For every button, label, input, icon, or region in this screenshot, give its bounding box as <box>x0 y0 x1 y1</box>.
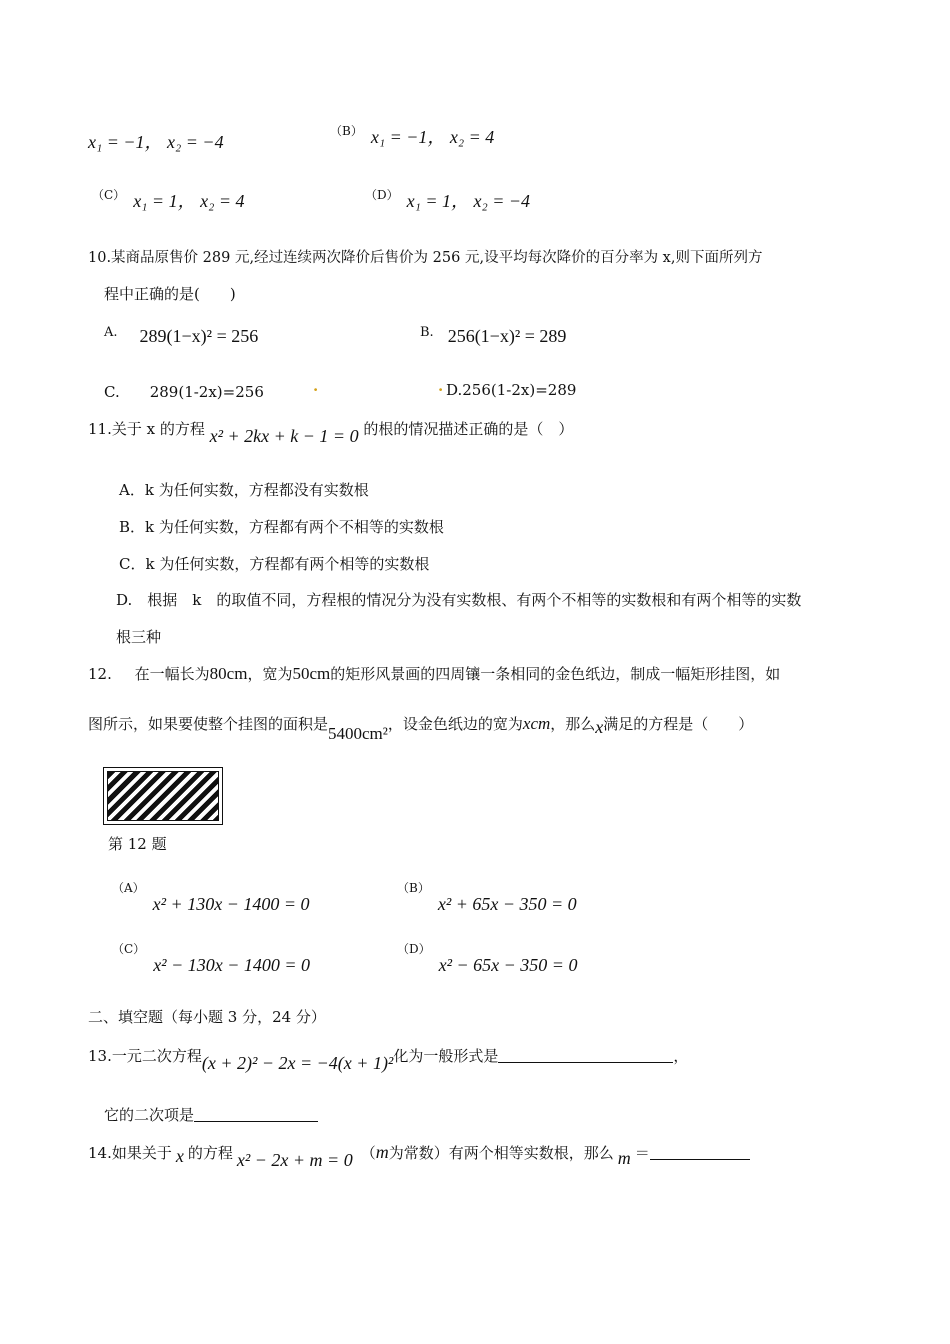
answer-blank[interactable] <box>498 1048 673 1063</box>
stray-dot: . <box>313 377 319 395</box>
q12-stem-line2 <box>88 713 754 743</box>
stem-text: 13.一元二次方程 <box>88 1047 202 1065</box>
q12-option-b <box>397 881 577 914</box>
stem-text: 为常数）有两个相等实数根，那么 <box>388 1144 614 1162</box>
stem-text: 在一幅长为 <box>134 665 210 683</box>
q12-option-d <box>397 942 578 975</box>
area-value: 5400cm² <box>328 724 388 743</box>
stem-text: 化为一般形式是 <box>393 1047 499 1065</box>
q10-option-d: D.256(1-2x)=289 <box>446 381 577 399</box>
width-variable: xcm <box>522 714 551 733</box>
answer-blank[interactable] <box>650 1145 750 1160</box>
figure-caption: 第 12 题 <box>108 835 167 853</box>
q9-option-c <box>92 187 244 213</box>
stem-text: （ <box>360 1144 376 1162</box>
stem-text: 的方程 <box>187 1144 233 1162</box>
q10-option-c: C. 289(1-2x)=256 <box>104 383 264 401</box>
q10-option-b <box>420 326 566 347</box>
width-value: 50cm <box>292 664 331 683</box>
equation: (x + 2)² − 2x = −4(x + 1)² <box>201 1053 394 1073</box>
stem-text: 11.关于 x 的方程 <box>88 420 205 438</box>
q10-stem-line1: 10.某商品原售价 289 元,经过连续两次降价后售价为 256 元,设平均每次降价的百分率为 x,则下面所列方 <box>88 250 763 266</box>
length-value: 80cm <box>209 664 248 683</box>
option-label: A. <box>104 325 118 340</box>
option-label: （B） <box>330 124 363 138</box>
stem-text: 图所示，如果要使整个挂图的面积是 <box>88 715 329 733</box>
equation: x² + 2kx + k − 1 = 0 <box>209 426 359 446</box>
option-text: x² + 130x − 1400 = 0 <box>152 894 310 914</box>
q13-stem <box>88 1045 689 1073</box>
q9-option-a: x₁ = −1， x₂ = −4 <box>88 132 224 152</box>
q12-option-c <box>112 942 311 975</box>
equation: x² − 2x + m = 0 <box>236 1150 353 1170</box>
option-label: （A） <box>112 881 145 895</box>
option-text: x₁ = 1， x₂ = 4 <box>133 191 245 211</box>
option-text: x₁ = −1， x₂ = 4 <box>370 127 495 147</box>
stem-text: ＝ <box>634 1144 650 1162</box>
stem-text: 它的二次项是 <box>104 1106 195 1124</box>
stem-text: ，那么 <box>550 715 596 733</box>
stem-text: 的根的情况描述正确的是（ ） <box>363 420 574 438</box>
hatched-picture <box>107 771 219 821</box>
variable-x: x <box>175 1146 184 1166</box>
q14-stem <box>88 1142 750 1170</box>
q11-stem <box>88 418 574 446</box>
stem-text: 满足的方程是（ ） <box>603 715 754 733</box>
option-label: B. <box>420 325 434 340</box>
option-label: （D） <box>397 942 431 956</box>
stem-text: ，宽为 <box>247 665 293 683</box>
option-label: （C） <box>112 942 146 956</box>
stray-dot: . <box>438 377 444 395</box>
option-text: 256(1−x)² = 289 <box>447 326 567 346</box>
q11-option-a: A．k 为任何实数，方程都没有实数根 <box>119 481 369 499</box>
section-heading: 二、填空题（每小题 3 分，24 分） <box>88 1008 326 1026</box>
stem-text: 14.如果关于 <box>88 1144 172 1162</box>
variable-m: m <box>375 1142 389 1162</box>
q9-option-b <box>330 123 494 149</box>
q10-option-a <box>104 326 258 347</box>
option-text: x² − 65x − 350 = 0 <box>438 955 578 975</box>
option-text: x² + 65x − 350 = 0 <box>437 894 577 914</box>
stem-text: ，设金色纸边的宽为 <box>387 715 523 733</box>
q13-line2 <box>104 1104 318 1125</box>
variable-x: x <box>595 717 604 737</box>
q11-option-d-line1: D. 根据 k 的取值不同，方程根的情况分为没有实数根、有两个不相等的实数根和有两个相等的实数 <box>116 591 802 609</box>
option-text: x² − 130x − 1400 = 0 <box>153 955 311 975</box>
option-label: （D） <box>365 188 399 202</box>
q12-stem-line1 <box>88 663 780 684</box>
q11-option-b: B．k 为任何实数，方程都有两个不相等的实数根 <box>119 518 444 536</box>
option-label: （B） <box>397 881 430 895</box>
option-text: x₁ = 1， x₂ = −4 <box>406 191 531 211</box>
q10-stem-line2: 程中正确的是( ) <box>104 285 236 303</box>
option-text: 289(1−x)² = 256 <box>139 326 259 346</box>
stem-text: ， <box>673 1047 689 1065</box>
q11-option-c: C．k 为任何实数，方程都有两个相等的实数根 <box>119 555 430 573</box>
option-label: （C） <box>92 188 126 202</box>
q12-option-a <box>112 881 310 914</box>
stem-text: 的矩形风景画的四周镶一条相同的金色纸边，制成一幅矩形挂图，如 <box>330 665 781 683</box>
frame-figure <box>103 767 223 825</box>
variable-m: m <box>617 1148 631 1168</box>
answer-blank[interactable] <box>194 1107 318 1122</box>
q11-option-d-line2: 根三种 <box>116 628 162 646</box>
q9-option-d <box>365 187 530 213</box>
question-number: 12. <box>88 665 112 683</box>
